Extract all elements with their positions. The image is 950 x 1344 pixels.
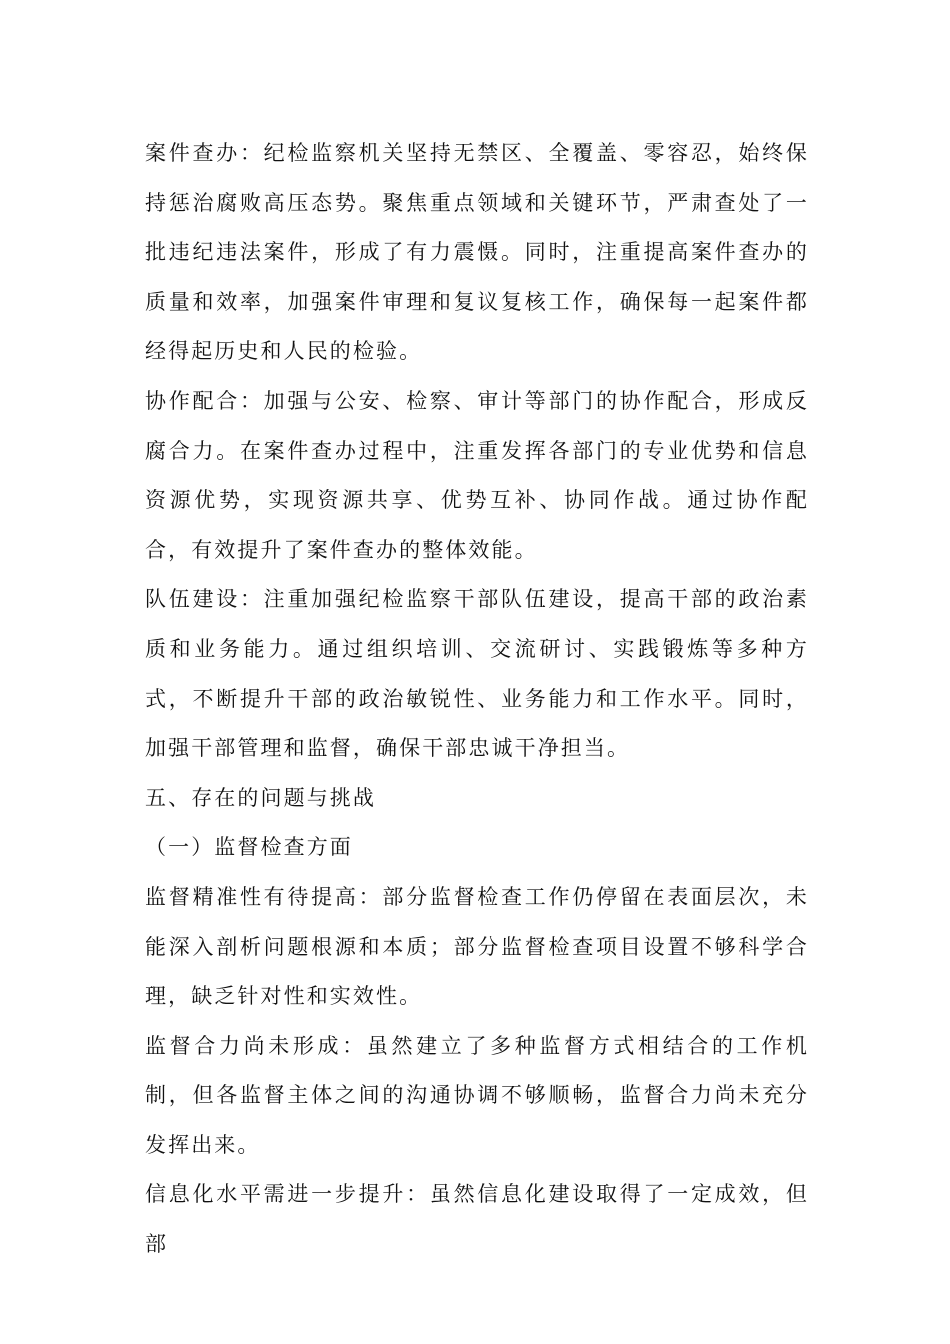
document-page xyxy=(145,129,809,1270)
paragraph-supervision-precision: 监督精准性有待提高：部分监督检查工作仍停留在表面层次，未能深入剖析问题根源和本质；部分监督检查项目设置不够科学合理，缺乏针对性和实效性。 xyxy=(145,884,809,1009)
paragraph-informatization: 信息化水平需进一步提升：虽然信息化建设取得了一定成效，但部 xyxy=(145,1182,809,1257)
paragraph-supervision-synergy: 监督合力尚未形成：虽然建立了多种监督方式相结合的工作机制，但各监督主体之间的沟通协调不够顺畅，监督合力尚未充分发挥出来。 xyxy=(145,1033,809,1157)
subsection-heading-supervision: （一）监督检查方面 xyxy=(145,835,353,860)
paragraph-case-handling: 案件查办：纪检监察机关坚持无禁区、全覆盖、零容忍，始终保持惩治腐败高压态势。聚焦重点领域和关键环节，严肃查处了一批违纪违法案件，形成了有力震慑。同时，注重提高案件查办的质量和效率，加强案件审理和复议复核工作，确保每一起案件都经得起历史和人民的检验。 xyxy=(145,141,809,364)
section-heading-problems: 五、存在的问题与挑战 xyxy=(145,785,376,810)
paragraph-team-building: 队伍建设：注重加强纪检监察干部队伍建设，提高干部的政治素质和业务能力。通过组织培训、交流研讨、实践锻炼等多种方式，不断提升干部的政治敏锐性、业务能力和工作水平。同时，加强干部管理和监督，确保干部忠诚干净担当。 xyxy=(145,587,809,761)
paragraph-cooperation: 协作配合：加强与公安、检察、审计等部门的协作配合，形成反腐合力。在案件查办过程中，注重发挥各部门的专业优势和信息资源优势，实现资源共享、优势互补、协同作战。通过协作配合，有效提升了案件查办的整体效能。 xyxy=(145,388,809,562)
